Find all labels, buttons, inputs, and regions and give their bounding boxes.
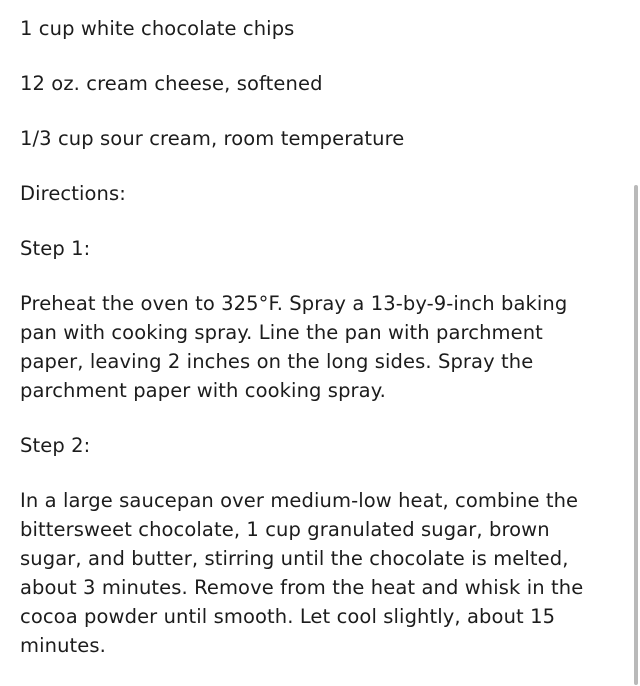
ingredient-white-chocolate-chips: 1 cup white chocolate chips: [20, 17, 295, 40]
ingredient-cream-cheese: 12 oz. cream cheese, softened: [20, 72, 323, 95]
step-2-heading: Step 2:: [20, 434, 91, 457]
step-1-heading: Step 1:: [20, 237, 91, 260]
scrollbar-thumb[interactable]: [634, 185, 638, 685]
ingredient-sour-cream: 1/3 cup sour cream, room temperature: [20, 127, 405, 150]
step-1-body: Preheat the oven to 325°F. Spray a 13-by-9-inch baking pan with cooking spray. Line the pan with parchment paper, leaving 2 inches on the long sides. Spray the parchment paper with cooking spray.: [20, 292, 574, 402]
scrollbar[interactable]: [633, 0, 640, 686]
step-2-body: In a large saucepan over medium-low heat, combine the bittersweet chocolate, 1 cup granulated sugar, brown sugar, and butter, stirring until the chocolate is melted, about 3 minutes. Remove from the heat and whisk in the cocoa powder until smooth. Let cool slightly, about 15 minutes.: [20, 489, 590, 657]
directions-heading: Directions:: [20, 182, 126, 205]
